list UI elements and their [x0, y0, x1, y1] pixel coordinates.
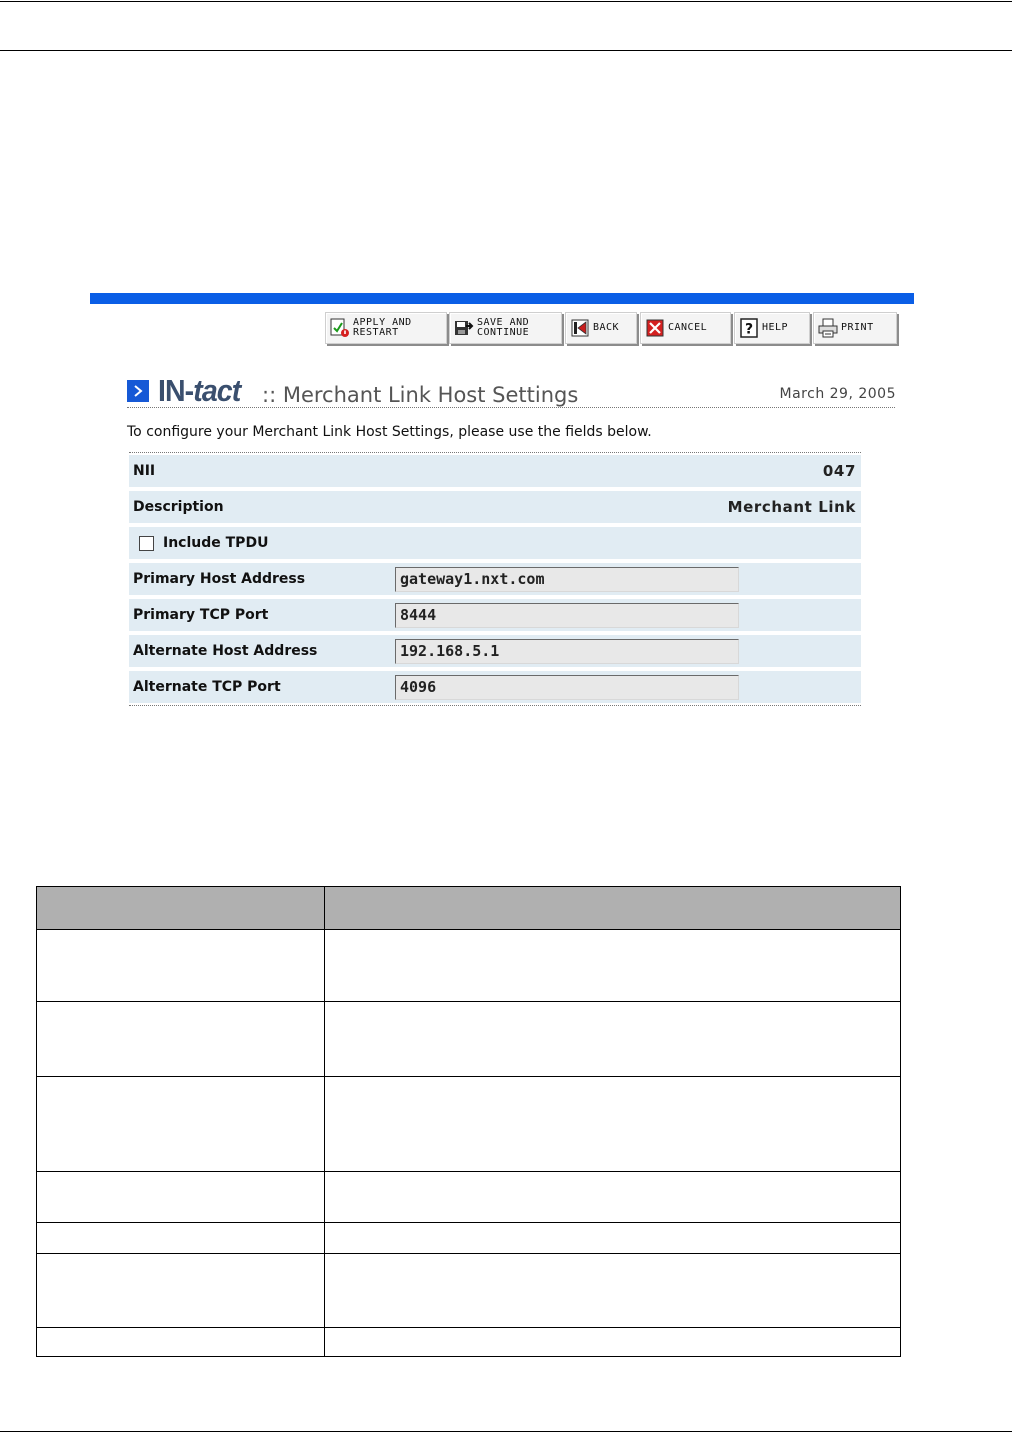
cancel-label: CANCEL: [668, 322, 708, 333]
save-and-continue-button[interactable]: [449, 312, 562, 344]
nii-label: NII: [133, 463, 156, 479]
table-cell: [325, 1223, 901, 1254]
include-tpdu-row: [129, 527, 861, 559]
table-cell: [37, 1328, 325, 1357]
table-header-cell: [325, 887, 901, 930]
back-label: BACK: [593, 322, 620, 333]
table-row: [37, 1172, 901, 1223]
table-cell: [37, 1172, 325, 1223]
printer-icon: [818, 318, 838, 338]
table-cell: [325, 1002, 901, 1077]
table-cell: [325, 1077, 901, 1172]
page-date: March 29, 2005: [779, 386, 896, 402]
host-settings-form: [129, 452, 861, 706]
field-description-table: [36, 886, 901, 1357]
table-row: [37, 1223, 901, 1254]
alternate-port-input[interactable]: 4096: [395, 675, 739, 700]
table-cell: [37, 1223, 325, 1254]
table-cell: [325, 930, 901, 1002]
apply-and-restart-button[interactable]: [325, 312, 447, 344]
nii-row: [129, 455, 861, 487]
description-label: Description: [133, 499, 224, 515]
primary-port-input[interactable]: 8444: [395, 603, 739, 628]
table-cell: [37, 1254, 325, 1328]
description-row: [129, 491, 861, 523]
save-and-continue-label: SAVE AND CONTINUE: [477, 317, 530, 338]
table-row: [37, 1002, 901, 1077]
page-title: :: Merchant Link Host Settings: [262, 383, 579, 407]
section-chevron-icon: [127, 380, 149, 402]
top-rule-upper: [0, 1, 1012, 2]
help-button[interactable]: [734, 312, 810, 344]
table-row: [37, 930, 901, 1002]
header-divider: [127, 407, 895, 408]
alternate-port-row: [129, 671, 861, 703]
primary-port-label: Primary TCP Port: [133, 607, 269, 623]
table-row: [37, 1328, 901, 1357]
table-row: [37, 1254, 901, 1328]
include-tpdu-checkbox[interactable]: [139, 536, 154, 551]
include-tpdu-label: Include TPDU: [163, 535, 269, 551]
alternate-port-label: Alternate TCP Port: [133, 679, 281, 695]
alternate-host-input[interactable]: 192.168.5.1: [395, 639, 739, 664]
alternate-host-row: [129, 635, 861, 667]
primary-port-row: [129, 599, 861, 631]
back-button[interactable]: [565, 312, 637, 344]
help-label: HELP: [762, 322, 789, 333]
primary-host-input[interactable]: gateway1.nxt.com: [395, 567, 739, 592]
bottom-rule: [0, 1431, 1012, 1432]
apply-restart-icon: [330, 318, 350, 338]
table-header-row: [37, 887, 901, 930]
table-cell: [325, 1254, 901, 1328]
primary-host-row: [129, 563, 861, 595]
accent-bar: [90, 293, 914, 304]
primary-host-label: Primary Host Address: [133, 571, 306, 587]
table-header-cell: [37, 887, 325, 930]
in-tact-logo: IN-tact: [158, 373, 241, 408]
intro-text: To configure your Merchant Link Host Settings, please use the fields below.: [127, 424, 652, 440]
save-icon: [454, 318, 474, 338]
apply-and-restart-label: APPLY AND RESTART: [353, 317, 412, 338]
print-button[interactable]: [813, 312, 897, 344]
table-cell: [37, 930, 325, 1002]
cancel-x-icon: [645, 318, 665, 338]
top-rule-lower: [0, 50, 1012, 51]
table-cell: [325, 1172, 901, 1223]
table-row: [37, 1077, 901, 1172]
table-cell: [37, 1077, 325, 1172]
description-value: Merchant Link: [727, 498, 856, 516]
back-arrow-icon: [570, 318, 590, 338]
alternate-host-label: Alternate Host Address: [133, 643, 318, 659]
cancel-button[interactable]: [640, 312, 731, 344]
svg-text:?: ?: [744, 321, 754, 338]
question-mark-icon: [739, 318, 759, 338]
table-cell: [37, 1002, 325, 1077]
print-label: PRINT: [841, 322, 874, 333]
nii-value: 047: [822, 462, 856, 480]
table-cell: [325, 1328, 901, 1357]
